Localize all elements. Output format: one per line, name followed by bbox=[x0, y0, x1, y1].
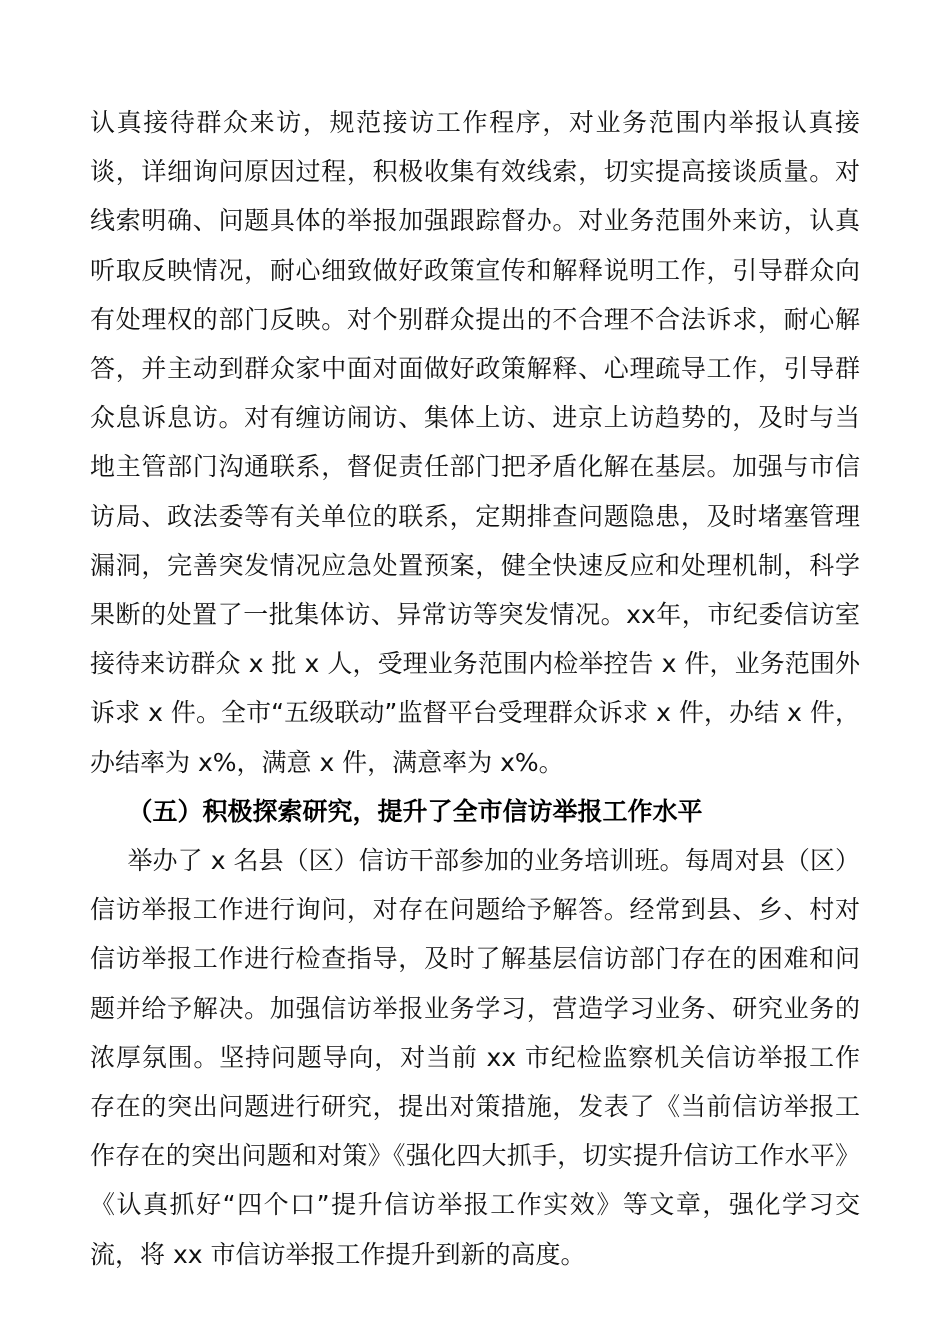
body-paragraph: 举办了 x 名县（区）信访干部参加的业务培训班。每周对县（区）信访举报工作进行询问，对存在问题给予解答。经常到县、乡、村对信访举报工作进行检查指导，及时了解基层信访部门存在的困难和问题并给予解决。加强信访举报业务学习，营造学习业务、研究业务的浓厚氛围。坚持问题导向，对当前 xx 市纪检监察机关信访举报工作存在的突出问题进行研究，提出对策措施，发表了《当前信访举报工作存在的突出问题和对策》《强化四大抓手，切实提升信访工作水平》《认真抓好“四个口”提升信访举报工作实效》等文章，强化学习交流，将 xx 市信访举报工作提升到新的高度。 bbox=[90, 846, 860, 1269]
document-body bbox=[90, 98, 860, 1279]
body-paragraph: 认真接待群众来访，规范接访工作程序，对业务范围内举报认真接谈，详细询问原因过程，积极收集有效线索，切实提高接谈质量。对线索明确、问题具体的举报加强跟踪督办。对业务范围外来访，认真听取反映情况，耐心细致做好政策宣传和解释说明工作，引导群众向有处理权的部门反映。对个别群众提出的不合理不合法诉求，耐心解答，并主动到群众家中面对面做好政策解释、心理疏导工作，引导群众息诉息访。对有缠访闹访、集体上访、进京上访趋势的，及时与当地主管部门沟通联系，督促责任部门把矛盾化解在基层。加强与市信访局、政法委等有关单位的联系，定期排查问题隐患，及时堵塞管理漏洞，完善突发情况应急处置预案，健全快速反应和处理机制，科学果断的处置了一批集体访、异常访等突发情况。xx年，市纪委信访室接待来访群众 x 批 x 人，受理业务范围内检举控告 x 件，业务范围外诉求 x 件。全市“五级联动”监督平台受理群众诉求 x 件，办结 x 件，办结率为 x%，满意 x 件，满意率为 x%。 bbox=[90, 108, 860, 777]
section-heading: （五）积极探索研究，提升了全市信访举报工作水平 bbox=[127, 796, 703, 826]
